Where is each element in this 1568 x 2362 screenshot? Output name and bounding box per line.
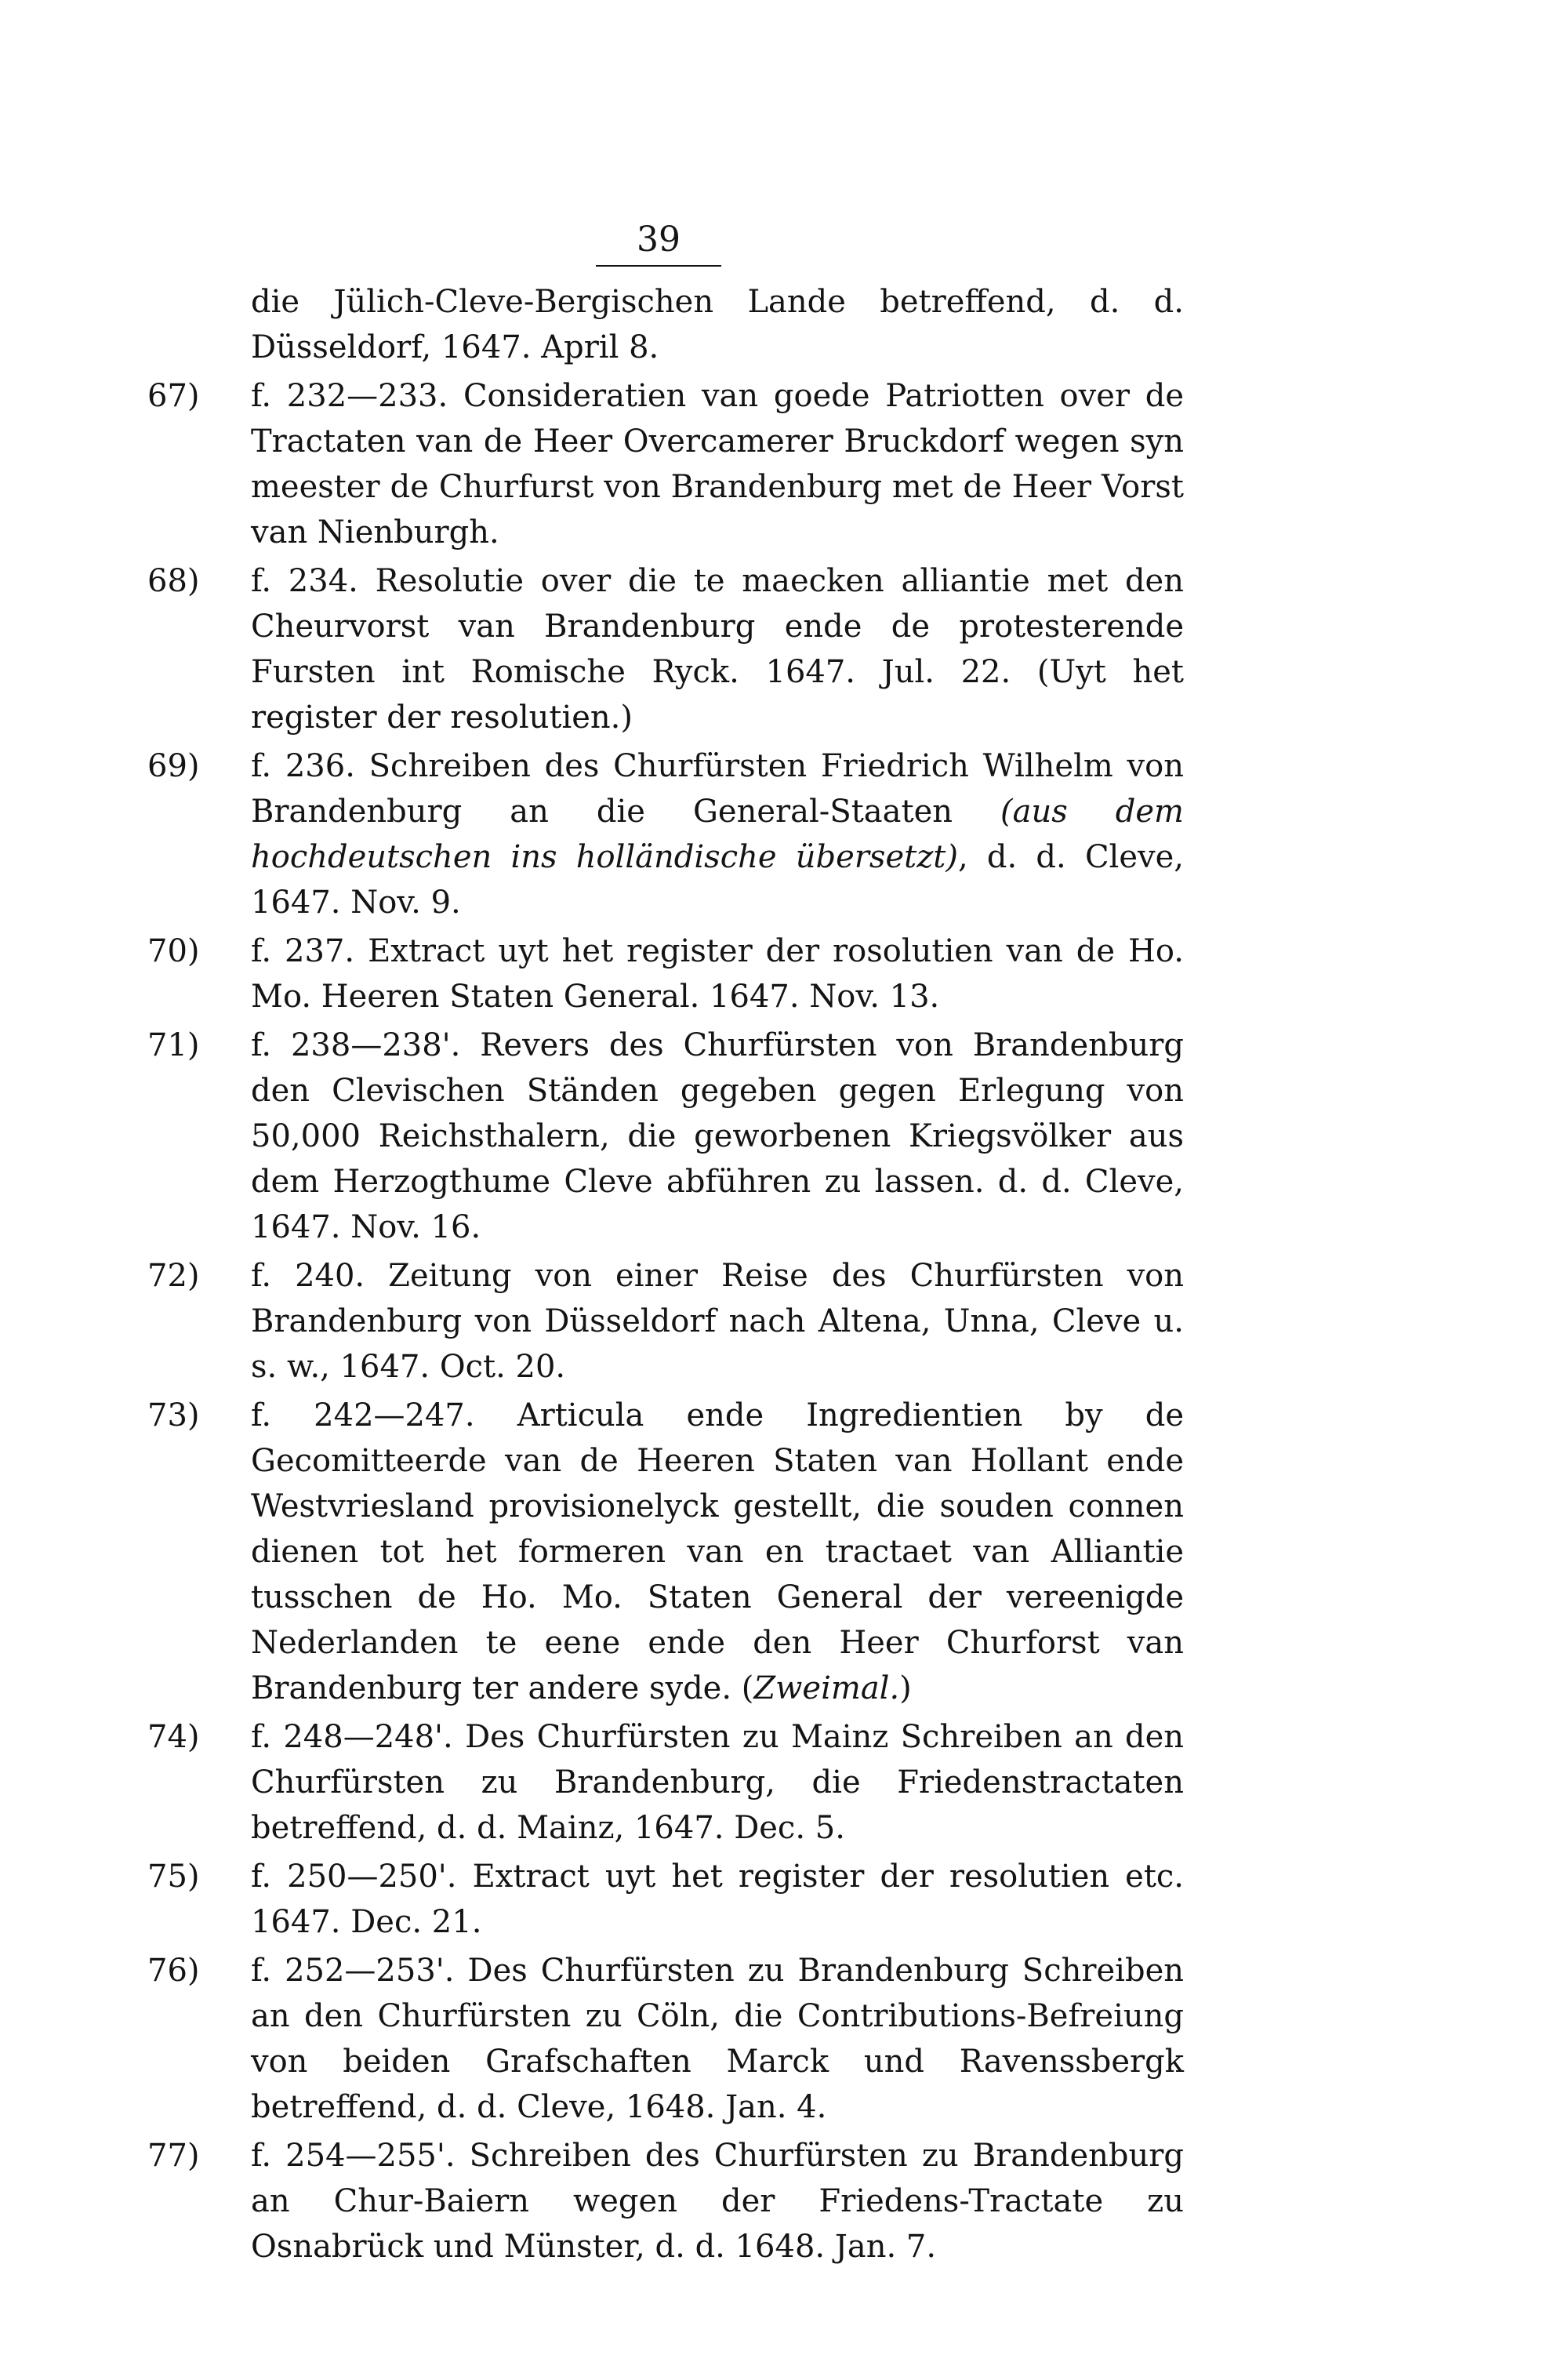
entry-body: Des Churfürsten zu Mainz Schreiben an den Churfürsten zu Brandenburg, die Friedenstractaten betreffend, d. d. Mainz, 1647. Dec. 5. — [251, 1719, 1185, 1846]
folio-reference: f. 234. — [251, 563, 358, 599]
entry-body: Revers des Churfürsten von Brandenburg den Clevischen Ständen gegeben gegen Erlegung von 50,000 Reichsthalern, die geworbenen Kriegsvölker aus dem Herzogthume Cleve abführen zu lassen. d. d. Cleve, 1647. Nov. 16. — [251, 1027, 1185, 1245]
entry-number: 75) — [147, 1859, 200, 1895]
entry-number: 71) — [147, 1027, 200, 1063]
entry-74 — [0, 1714, 1568, 1851]
entry-body: Schreiben des Churfürsten Friedrich Wilhelm von Brandenburg an die General-Staaten — [251, 748, 1184, 830]
entry-continuation — [0, 279, 1568, 370]
entry-italic-note: Zweimal. — [753, 1670, 900, 1706]
entry-text — [251, 1253, 1184, 1390]
entry-text — [251, 1854, 1184, 1945]
entry-73 — [0, 1393, 1568, 1711]
entry-body: Resolutie over die te maecken alliantie met den Cheurvorst van Brandenburg ende de protesterende Fursten int Romische Ryck. 1647. Jul. 22. (Uyt het register der resolutien.) — [251, 563, 1184, 736]
folio-reference: f. 250—250'. — [251, 1859, 457, 1895]
entry-76 — [0, 1948, 1568, 2130]
entry-number: 68) — [147, 563, 200, 599]
folio-reference: f. 240. — [251, 1258, 365, 1294]
folio-reference: f. 248—248'. — [251, 1719, 453, 1755]
entry-68 — [0, 558, 1568, 740]
entry-number: 73) — [147, 1397, 200, 1434]
entry-71 — [0, 1023, 1568, 1250]
entry-body: Consideratien van goede Patriotten over de Tractaten van de Heer Overcamerer Bruckdorf wegen syn meester de Churfurst von Brandenburg met de Heer Vorst van Nienburgh. — [251, 378, 1185, 551]
entry-number: 74) — [147, 1719, 200, 1755]
entry-number: 72) — [147, 1258, 200, 1294]
entry-70 — [0, 928, 1568, 1019]
entry-75 — [0, 1854, 1568, 1945]
entry-number: 67) — [147, 378, 200, 414]
entry-body-tail: ) — [899, 1670, 912, 1706]
entry-number: 77) — [147, 2138, 200, 2174]
entry-text — [251, 279, 1184, 370]
folio-reference: f. 237. — [251, 933, 355, 969]
folio-reference: f. 232—233. — [251, 378, 448, 414]
entry-number: 70) — [147, 933, 200, 969]
entry-text — [251, 558, 1184, 740]
folio-reference: f. 242—247. — [251, 1397, 475, 1434]
entry-body: Des Churfürsten zu Brandenburg Schreiben an den Churfürsten zu Cöln, die Contributions-Befreiung von beiden Grafschaften Marck und Ravenssbergk betreffend, d. d. Cleve, 1648. Jan. 4. — [251, 1953, 1185, 2125]
entry-body: die Jülich-Cleve-Bergischen Lande betreffend, d. d. Düsseldorf, 1647. April 8. — [251, 284, 1184, 365]
entry-text — [251, 743, 1184, 925]
entry-text — [251, 2133, 1184, 2269]
page-number-rule — [596, 265, 721, 267]
entry-body: Zeitung von einer Reise des Churfürsten von Brandenburg von Düsseldorf nach Altena, Unna, Cleve u. s. w., 1647. Oct. 20. — [251, 1258, 1185, 1385]
entry-text — [251, 1393, 1184, 1711]
folio-reference: f. 236. — [251, 748, 355, 784]
entry-body: Schreiben des Churfürsten zu Brandenburg an Chur-Baiern wegen der Friedens-Tractate zu Osnabrück und Münster, d. d. 1648. Jan. 7. — [251, 2138, 1185, 2265]
entry-italic-note: (aus dem hochdeutschen ins holländische übersetzt) — [251, 794, 1184, 875]
entry-body-tail: , d. d. Cleve, 1647. Nov. 9. — [251, 839, 1184, 921]
folio-reference: f. 254—255'. — [251, 2138, 456, 2174]
entry-text — [251, 1948, 1184, 2130]
page-number: 39 — [637, 220, 681, 260]
entry-number: 69) — [147, 748, 200, 784]
entry-body: Extract uyt het register der resolutien etc. 1647. Dec. 21. — [251, 1859, 1185, 1940]
entry-list — [0, 279, 1568, 2269]
entry-text — [251, 373, 1184, 555]
entry-text — [251, 928, 1184, 1019]
entry-72 — [0, 1253, 1568, 1390]
entry-text — [251, 1023, 1184, 1250]
entry-67 — [0, 373, 1568, 555]
entry-77 — [0, 2133, 1568, 2269]
folio-reference: f. 238—238'. — [251, 1027, 461, 1063]
entry-text — [251, 1714, 1184, 1851]
entry-body: Extract uyt het register der rosolutien van de Ho. Mo. Heeren Staten General. 1647. Nov. 13. — [251, 933, 1184, 1015]
entry-number: 76) — [147, 1953, 200, 1989]
entry-69 — [0, 743, 1568, 925]
folio-reference: f. 252—253'. — [251, 1953, 455, 1989]
entry-body: Articula ende Ingredientien by de Gecomitteerde van de Heeren Staten van Hollant ende Westvriesland provisionelyck gestellt, die souden connen dienen tot het formeren van en tractaet van Alliantie tusschen de Ho. Mo. Staten General der vereenigde Nederlanden te eene ende den Heer Churforst van Brandenburg ter andere syde. ( — [251, 1397, 1185, 1706]
